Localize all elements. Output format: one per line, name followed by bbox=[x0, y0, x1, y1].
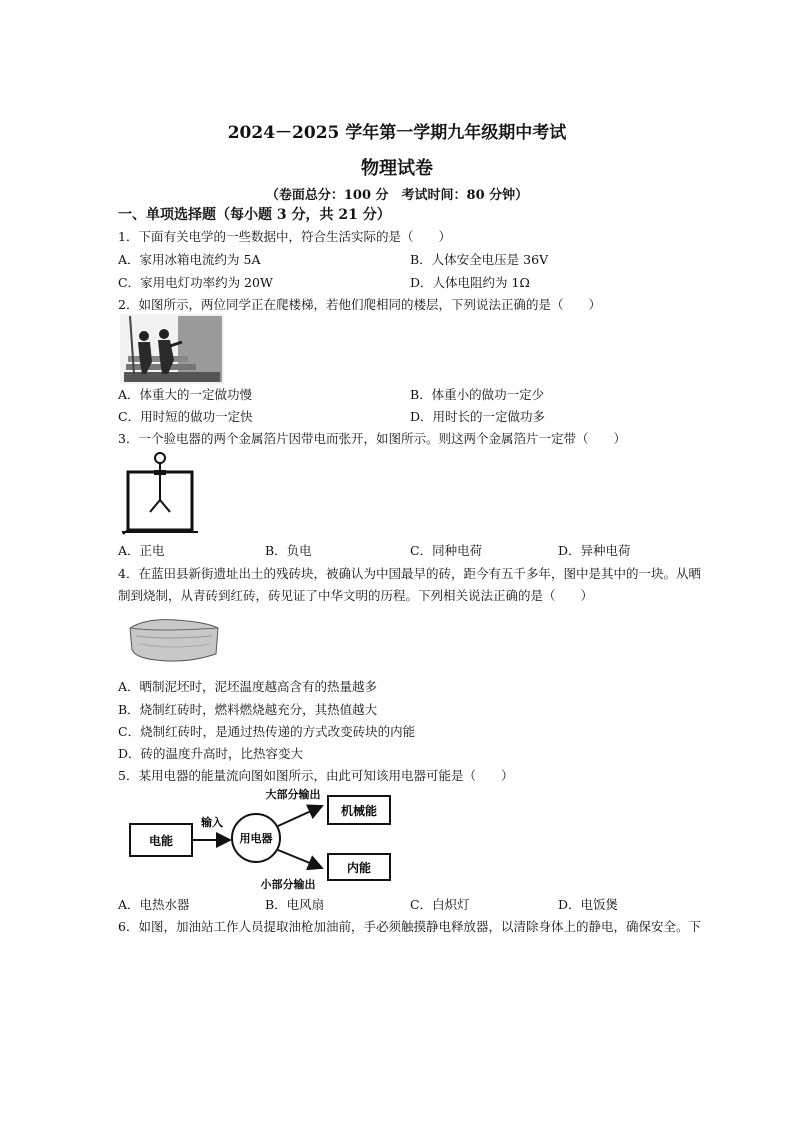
energy-flow-diagram bbox=[128, 786, 398, 892]
q4-option-b: B．烧制红砖时，燃料燃烧越充分，其热值越大 bbox=[118, 702, 378, 717]
ancient-brick-figure bbox=[126, 614, 222, 668]
q2-option-d: D．用时长的一定做功多 bbox=[410, 409, 546, 424]
q5-stem: 5．某用电器的能量流向图如图所示，由此可知该用电器可能是（ ） bbox=[118, 768, 514, 783]
q2-option-b: B．体重小的做功一定少 bbox=[410, 387, 545, 402]
q5-option-a: A．电热水器 bbox=[118, 897, 190, 912]
q1-option-b: B．人体安全电压是 36V bbox=[410, 252, 549, 267]
bottom-output-label: 小部分输出 bbox=[260, 878, 316, 891]
input-label: 输入 bbox=[201, 816, 223, 829]
q2-option-c: C．用时短的做功一定快 bbox=[118, 409, 253, 424]
q3-option-d: D．异种电荷 bbox=[558, 543, 631, 558]
q1-option-d: D．人体电阻约为 1Ω bbox=[410, 275, 530, 290]
source-label: 电能 bbox=[148, 834, 174, 848]
q3-option-c: C．同种电荷 bbox=[410, 543, 483, 558]
section-title: 一、单项选择题（每小题 3 分，共 21 分） bbox=[118, 207, 391, 223]
q1-option-c: C．家用电灯功率约为 20W bbox=[118, 275, 273, 290]
electroscope-figure bbox=[120, 450, 200, 538]
q4-stem-line2: 制到烧制，从青砖到红砖，砖见证了中华文明的历程。下列相关说法正确的是（ ） bbox=[118, 588, 594, 603]
device-label: 用电器 bbox=[239, 832, 273, 845]
q2-stem: 2．如图所示，两位同学正在爬楼梯，若他们爬相同的楼层，下列说法正确的是（ ） bbox=[118, 297, 601, 312]
top-arrow bbox=[278, 806, 322, 826]
q1-stem: 1．下面有关电学的一些数据中，符合生活实际的是（ ） bbox=[118, 229, 451, 244]
q1-option-a: A．家用冰箱电流约为 5A bbox=[118, 252, 261, 267]
q4-option-d: D．砖的温度升高时，比热容变大 bbox=[118, 746, 304, 761]
q4-stem-line1: 4．在蓝田县新街遗址出土的残砖块，被确认为中国最早的砖，距今有五千多年，图中是其中的一块。从晒 bbox=[118, 566, 701, 581]
top-output-label: 大部分输出 bbox=[265, 788, 321, 801]
q3-option-a: A．正电 bbox=[118, 543, 165, 558]
q5-option-c: C．白炽灯 bbox=[410, 897, 470, 912]
q5-option-d: D．电饭煲 bbox=[558, 897, 619, 912]
mechanical-label: 机械能 bbox=[340, 804, 378, 818]
exam-info: （卷面总分：100 分 考试时间：80 分钟） bbox=[265, 188, 529, 203]
exam-subtitle: 物理试卷 bbox=[361, 158, 433, 179]
stair-climbing-figure bbox=[120, 314, 224, 384]
q5-option-b: B．电风扇 bbox=[265, 897, 325, 912]
q3-stem: 3．一个验电器的两个金属箔片因带电而张开，如图所示。则这两个金属箔片一定带（ ） bbox=[118, 431, 626, 446]
q4-option-a: A．晒制泥坯时，泥坯温度越高含有的热量越多 bbox=[118, 679, 378, 694]
q2-option-a: A．体重大的一定做功慢 bbox=[118, 387, 253, 402]
bottom-arrow bbox=[278, 850, 322, 868]
internal-label: 内能 bbox=[346, 861, 372, 875]
q6-stem: 6．如图，加油站工作人员提取油枪加油前，手必须触摸静电释放器，以清除身体上的静电，确保安全。下 bbox=[118, 919, 701, 934]
q3-option-b: B．负电 bbox=[265, 543, 312, 558]
q4-option-c: C．烧制红砖时，是通过热传递的方式改变砖块的内能 bbox=[118, 724, 416, 739]
exam-title: 2024－2025 学年第一学期九年级期中考试 bbox=[227, 123, 567, 143]
